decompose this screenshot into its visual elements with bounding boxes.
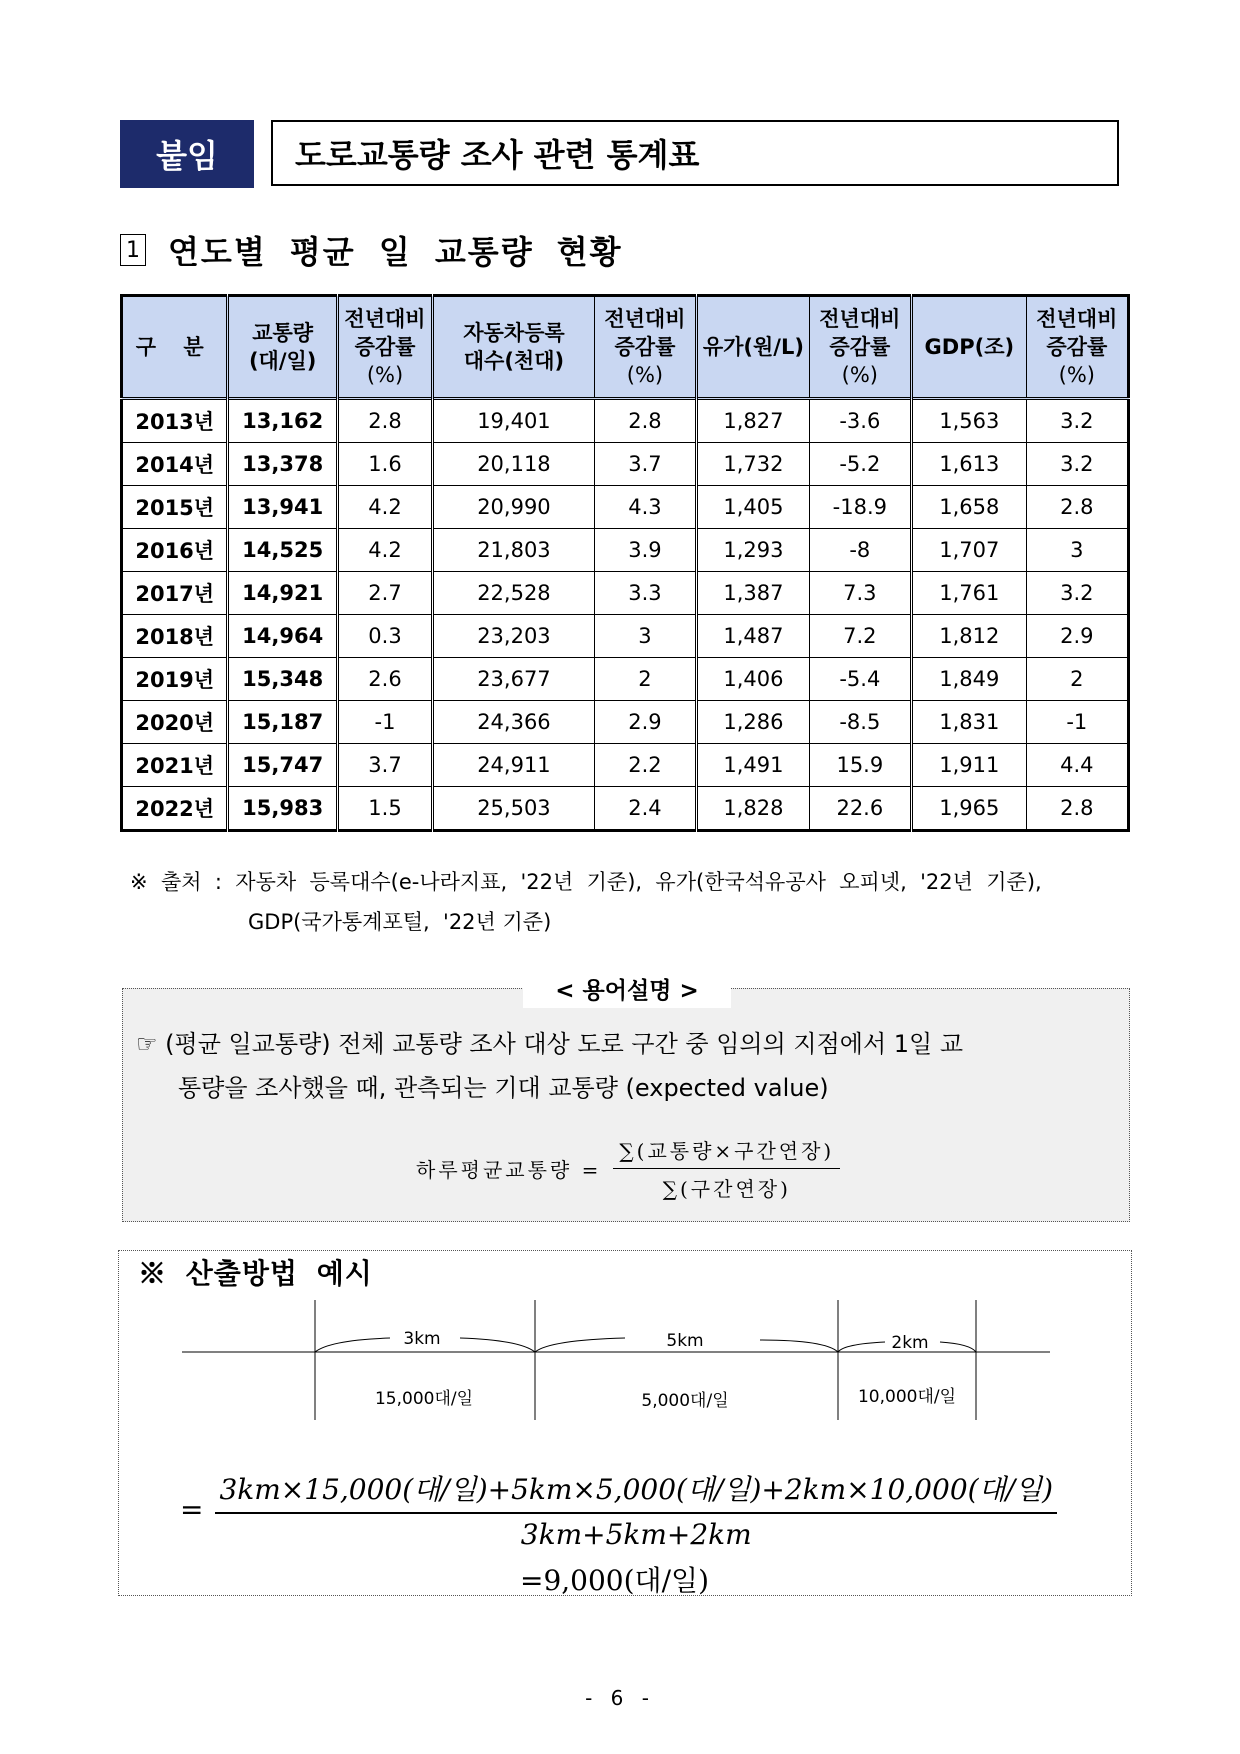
- cell-vehicles: 23,203: [433, 615, 595, 658]
- cell-vehicles-change: 3.9: [594, 529, 696, 572]
- cell-oil: 1,827: [697, 399, 810, 443]
- cell-vehicles: 20,118: [433, 443, 595, 486]
- example-formula-equals: =: [180, 1493, 204, 1526]
- cell-year: 2017년: [122, 572, 228, 615]
- cell-traffic: 15,983: [228, 787, 338, 831]
- cell-vehicles: 24,911: [433, 744, 595, 787]
- header-traffic: 교통량 (대/일): [228, 296, 338, 399]
- cell-gdp: 1,965: [912, 787, 1027, 831]
- example-formula: [180, 1468, 1080, 1599]
- cell-gdp-change: 4.4: [1026, 744, 1128, 787]
- cell-oil: 1,828: [697, 787, 810, 831]
- cell-gdp-change: 3.2: [1026, 572, 1128, 615]
- cell-year: 2015년: [122, 486, 228, 529]
- table-row: [122, 787, 1129, 831]
- cell-vehicles-change: 4.3: [594, 486, 696, 529]
- cell-vehicles-change: 3.7: [594, 443, 696, 486]
- segment-1-volume: 15,000대/일: [374, 1389, 474, 1409]
- source-note-line1: ※ 출처 : 자동차 등록대수(e-나라지표, '22년 기준), 유가(한국석유공사 오피넷, '22년 기준),: [130, 870, 1042, 894]
- cell-traffic-change: -1: [337, 701, 432, 744]
- cell-traffic-change: 4.2: [337, 486, 432, 529]
- cell-oil-change: 22.6: [809, 787, 911, 831]
- cell-traffic: 14,525: [228, 529, 338, 572]
- cell-oil: 1,491: [697, 744, 810, 787]
- cell-traffic: 13,941: [228, 486, 338, 529]
- cell-gdp: 1,761: [912, 572, 1027, 615]
- cell-traffic: 13,378: [228, 443, 338, 486]
- segment-2-length: 5km: [666, 1331, 704, 1351]
- cell-vehicles-change: 2.4: [594, 787, 696, 831]
- cell-vehicles-change: 2.9: [594, 701, 696, 744]
- table-row: [122, 744, 1129, 787]
- table-row: [122, 658, 1129, 701]
- example-formula-row: [180, 1468, 1080, 1551]
- table-row: [122, 443, 1129, 486]
- cell-gdp: 1,658: [912, 486, 1027, 529]
- cell-oil-change: -5.2: [809, 443, 911, 486]
- cell-oil-change: 7.2: [809, 615, 911, 658]
- cell-traffic-change: 2.6: [337, 658, 432, 701]
- header-oil: 유가(원/L): [697, 296, 810, 399]
- cell-vehicles: 22,528: [433, 572, 595, 615]
- cell-traffic: 13,162: [228, 399, 338, 443]
- cell-gdp: 1,849: [912, 658, 1027, 701]
- cell-vehicles-change: 2: [594, 658, 696, 701]
- span-arc-3-right: [940, 1342, 976, 1352]
- example-formula-fraction: [215, 1468, 1057, 1551]
- cell-gdp: 1,911: [912, 744, 1027, 787]
- cell-traffic: 15,348: [228, 658, 338, 701]
- cell-year: 2013년: [122, 399, 228, 443]
- cell-oil-change: 15.9: [809, 744, 911, 787]
- formula-lhs: 하루평균교통량 =: [416, 1157, 602, 1182]
- example-formula-numerator: 3km×15,000(대/일)+5km×5,000(대/일)+2km×10,000(대/일): [215, 1468, 1057, 1514]
- header-category: 구 분: [122, 296, 228, 399]
- formula-fraction: [613, 1135, 840, 1202]
- cell-vehicles-change: 3.3: [594, 572, 696, 615]
- header-gdp: GDP(조): [912, 296, 1027, 399]
- cell-vehicles: 25,503: [433, 787, 595, 831]
- span-arc-1-right: [460, 1338, 535, 1352]
- cell-vehicles: 20,990: [433, 486, 595, 529]
- cell-gdp-change: 2.9: [1026, 615, 1128, 658]
- cell-gdp-change: 3.2: [1026, 399, 1128, 443]
- glossary-label: < 용어설명 >: [523, 968, 731, 1008]
- cell-oil: 1,487: [697, 615, 810, 658]
- cell-oil: 1,406: [697, 658, 810, 701]
- segment-2-volume: 5,000대/일: [641, 1391, 729, 1411]
- cell-vehicles: 19,401: [433, 399, 595, 443]
- cell-oil: 1,387: [697, 572, 810, 615]
- segment-3-length: 2km: [891, 1333, 929, 1353]
- header-vehicles: 자동차등록 대수(천대): [433, 296, 595, 399]
- cell-traffic-change: 4.2: [337, 529, 432, 572]
- example-formula-denominator: 3km+5km+2km: [520, 1518, 752, 1551]
- cell-gdp-change: 2: [1026, 658, 1128, 701]
- header-vehicles-change: 전년대비 증감률 (%): [594, 296, 696, 399]
- cell-traffic-change: 2.8: [337, 399, 432, 443]
- table-row: [122, 399, 1129, 443]
- cell-traffic-change: 0.3: [337, 615, 432, 658]
- road-segment-diagram: [180, 1300, 1060, 1430]
- cell-gdp: 1,707: [912, 529, 1027, 572]
- table-row: [122, 615, 1129, 658]
- segment-1-length: 3km: [403, 1329, 441, 1349]
- document-title: 도로교통량 조사 관련 통계표: [271, 120, 1119, 186]
- span-arc-2-right: [760, 1340, 838, 1352]
- cell-traffic: 14,964: [228, 615, 338, 658]
- cell-year: 2014년: [122, 443, 228, 486]
- cell-gdp-change: 2.8: [1026, 486, 1128, 529]
- cell-year: 2016년: [122, 529, 228, 572]
- table-row: [122, 572, 1129, 615]
- cell-traffic-change: 3.7: [337, 744, 432, 787]
- cell-gdp-change: 2.8: [1026, 787, 1128, 831]
- cell-traffic-change: 1.6: [337, 443, 432, 486]
- cell-gdp-change: 3: [1026, 529, 1128, 572]
- section-number: 1: [120, 234, 146, 266]
- cell-oil: 1,286: [697, 701, 810, 744]
- cell-vehicles: 23,677: [433, 658, 595, 701]
- attachment-tag: 붙임: [120, 120, 254, 188]
- cell-gdp: 1,812: [912, 615, 1027, 658]
- cell-gdp: 1,831: [912, 701, 1027, 744]
- page-number: - 6 -: [585, 1686, 655, 1710]
- example-formula-result: =9,000(대/일): [520, 1564, 709, 1597]
- cell-gdp: 1,563: [912, 399, 1027, 443]
- header-gdp-change: 전년대비 증감률 (%): [1026, 296, 1128, 399]
- header-oil-change: 전년대비 증감률 (%): [809, 296, 911, 399]
- traffic-stats-table: [120, 294, 1130, 832]
- glossary-line1: ☞ (평균 일교통량) 전체 교통량 조사 대상 도로 구간 중 임의의 지점에서 1일 교: [136, 1030, 964, 1058]
- cell-oil-change: -18.9: [809, 486, 911, 529]
- example-title: ※ 산출방법 예시: [138, 1257, 373, 1290]
- segment-3-volume: 10,000대/일: [857, 1387, 957, 1407]
- span-arc-1-left: [315, 1338, 390, 1352]
- section-title: 연도별 평균 일 교통량 현황: [168, 233, 623, 271]
- source-note-line2: GDP(국가통계포털, '22년 기준): [248, 910, 552, 934]
- header-traffic-change: 전년대비 증감률 (%): [337, 296, 432, 399]
- cell-oil-change: -5.4: [809, 658, 911, 701]
- cell-vehicles-change: 3: [594, 615, 696, 658]
- cell-oil-change: -8: [809, 529, 911, 572]
- span-arc-2-left: [535, 1338, 625, 1352]
- cell-gdp: 1,613: [912, 443, 1027, 486]
- cell-gdp-change: 3.2: [1026, 443, 1128, 486]
- cell-year: 2021년: [122, 744, 228, 787]
- cell-vehicles-change: 2.8: [594, 399, 696, 443]
- average-traffic-formula: [416, 1128, 840, 1208]
- formula-numerator: ∑(교통량×구간연장): [613, 1135, 840, 1169]
- cell-traffic-change: 1.5: [337, 787, 432, 831]
- span-arc-3-left: [838, 1342, 885, 1352]
- cell-oil-change: -8.5: [809, 701, 911, 744]
- table-row: [122, 486, 1129, 529]
- glossary-definition: [136, 1022, 1126, 1110]
- table-header-row: [122, 296, 1129, 399]
- cell-oil-change: -3.6: [809, 399, 911, 443]
- cell-vehicles: 21,803: [433, 529, 595, 572]
- table-row: [122, 701, 1129, 744]
- section-heading: [120, 228, 623, 272]
- cell-oil: 1,732: [697, 443, 810, 486]
- cell-year: 2022년: [122, 787, 228, 831]
- cell-oil: 1,405: [697, 486, 810, 529]
- table-row: [122, 529, 1129, 572]
- cell-oil-change: 7.3: [809, 572, 911, 615]
- cell-year: 2019년: [122, 658, 228, 701]
- cell-traffic: 15,187: [228, 701, 338, 744]
- formula-denominator: ∑(구간연장): [662, 1176, 791, 1201]
- cell-traffic-change: 2.7: [337, 572, 432, 615]
- cell-year: 2020년: [122, 701, 228, 744]
- source-note: [130, 862, 1120, 942]
- cell-traffic: 15,747: [228, 744, 338, 787]
- cell-gdp-change: -1: [1026, 701, 1128, 744]
- cell-traffic: 14,921: [228, 572, 338, 615]
- cell-vehicles-change: 2.2: [594, 744, 696, 787]
- cell-vehicles: 24,366: [433, 701, 595, 744]
- cell-year: 2018년: [122, 615, 228, 658]
- glossary-line2: 통량을 조사했을 때, 관측되는 기대 교통량 (expected value): [178, 1074, 829, 1102]
- cell-oil: 1,293: [697, 529, 810, 572]
